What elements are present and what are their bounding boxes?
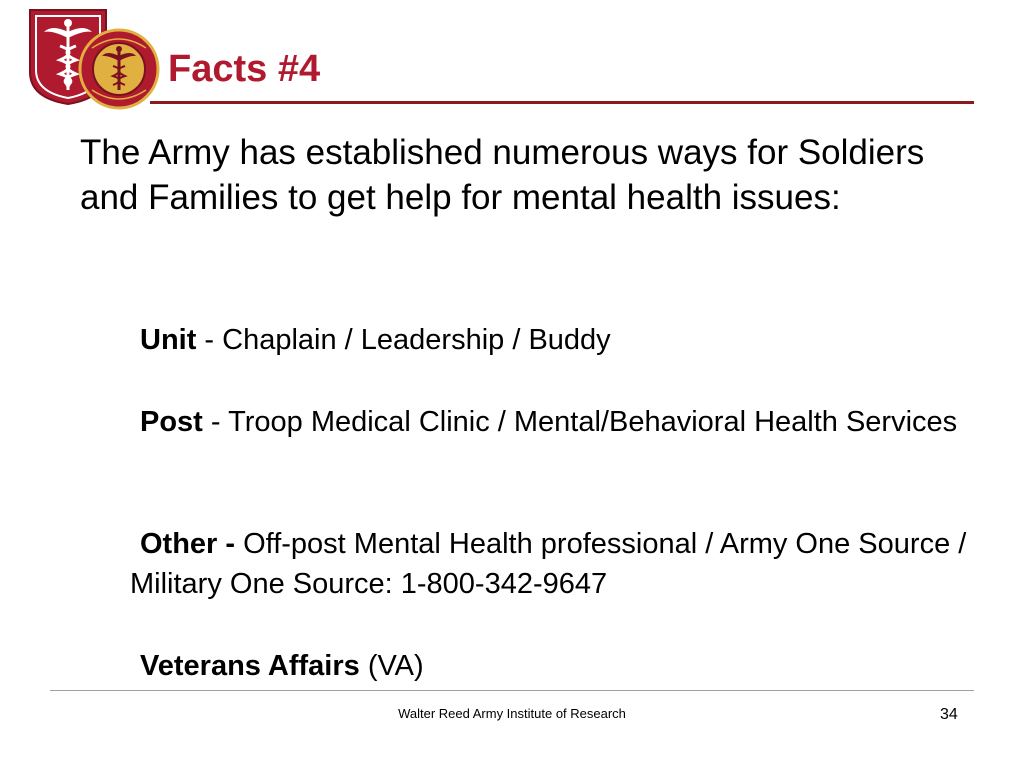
page-number: 34 (940, 706, 958, 723)
resource-unit-text: - Chaplain / Leadership / Buddy (196, 324, 611, 356)
slide-title: Facts #4 (168, 48, 321, 90)
resource-va-label: Veterans Affairs (140, 650, 360, 682)
title-underline (150, 101, 974, 104)
logo-group (22, 6, 162, 116)
resource-other-text: Off-post Mental Health professional / Army One Source / Military One Source: 1-800-342-9647 (130, 528, 967, 600)
footer-institution: Walter Reed Army Institute of Research (398, 706, 626, 721)
resource-post-text: - Troop Medical Clinic / Mental/Behavioral Health Services (202, 406, 958, 438)
project-sustain-seal-icon (78, 28, 160, 110)
resource-va (130, 646, 980, 686)
footer-divider (50, 690, 974, 691)
resource-unit (130, 320, 980, 360)
resource-post (130, 402, 980, 442)
resource-unit-label: Unit (140, 324, 197, 356)
resource-other-label: Other - (140, 528, 236, 560)
resource-va-text: (VA) (359, 650, 424, 682)
resource-other (130, 524, 980, 604)
intro-paragraph: The Army has established numerous ways for Soldiers and Families to get help for mental health issues: (80, 133, 925, 217)
resource-post-label: Post (140, 406, 203, 438)
